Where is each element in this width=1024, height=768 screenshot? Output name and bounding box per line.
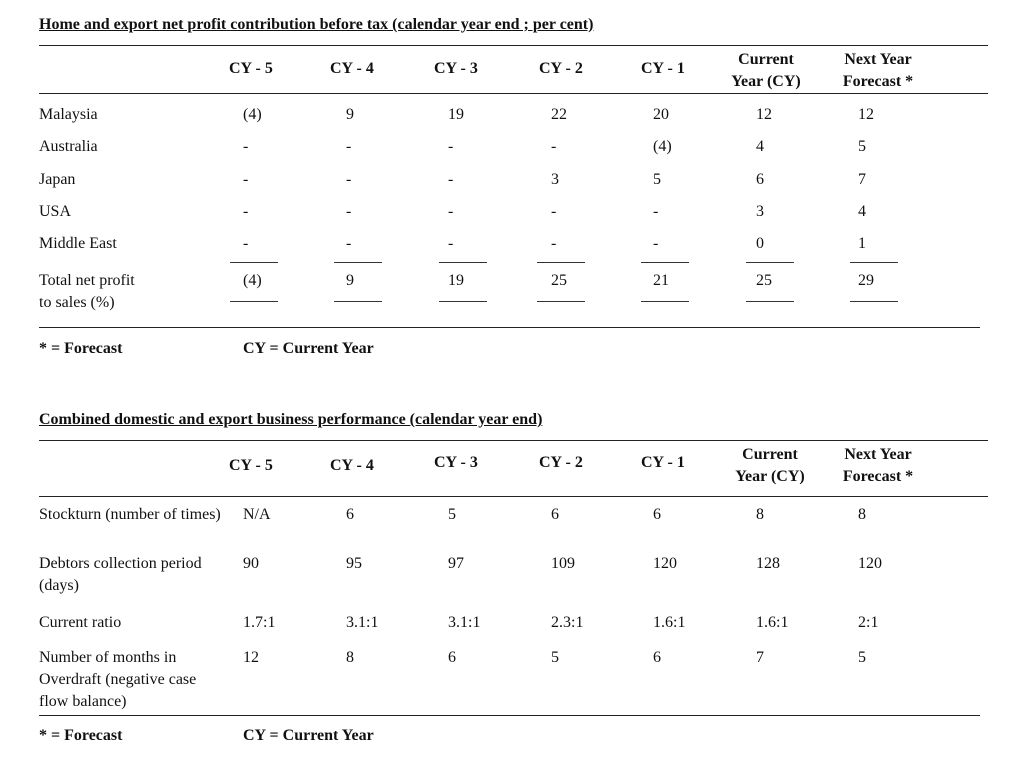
- table2-header-cy5: CY - 5: [229, 457, 273, 474]
- table2-cell: 8: [346, 649, 354, 666]
- table1-total-cell: 21: [653, 272, 669, 289]
- table2-cell: 8: [756, 506, 764, 523]
- table2-cell: 2:1: [858, 614, 879, 631]
- table1-cell: 12: [756, 106, 772, 123]
- table1-cell: -: [551, 203, 557, 220]
- table2-cell: 1.7:1: [243, 614, 276, 631]
- table1-total-cell: 25: [551, 272, 567, 289]
- table1-header-cy2: CY - 2: [539, 60, 583, 77]
- table1-cell: 3: [551, 171, 559, 188]
- table2-title: Combined domestic and export business performance (calendar year end): [39, 411, 543, 428]
- table2-header-cy2: CY - 2: [539, 454, 583, 471]
- sum-underline: [746, 262, 794, 263]
- table1-cell: -: [346, 138, 352, 155]
- table1-cell: 5: [858, 138, 866, 155]
- table1-cell: 1: [858, 235, 866, 252]
- table1-cell: (4): [243, 106, 262, 123]
- sum-underline: [641, 262, 689, 263]
- table2-cell: 6: [653, 506, 661, 523]
- total-underline: [439, 301, 487, 302]
- table2-cell: 120: [858, 555, 882, 572]
- table1-total-cell: 9: [346, 272, 354, 289]
- table1-cell: -: [243, 235, 249, 252]
- table2-cell: 1.6:1: [756, 614, 789, 631]
- table2-row-label: Current ratio: [39, 614, 122, 631]
- table2-cell: 97: [448, 555, 464, 572]
- table1-total-cell: 25: [756, 272, 772, 289]
- table2-cell: 128: [756, 555, 780, 572]
- table1-cell: 3: [756, 203, 764, 220]
- table1-total-cell: 29: [858, 272, 874, 289]
- table2-bottom-rule: [39, 715, 980, 716]
- table2-cell: 12: [243, 649, 259, 666]
- table2-header-next-year-forecast: Next Year Forecast *: [842, 446, 914, 485]
- table2-row-label: Stockturn (number of times): [39, 506, 221, 523]
- table2-cell: 6: [551, 506, 559, 523]
- table2-header-rule: [39, 496, 988, 497]
- table1-bottom-rule: [39, 327, 980, 328]
- table1-header-current-year: Current Year (CY): [731, 51, 801, 90]
- table1-cell: 9: [346, 106, 354, 123]
- table1-cell: (4): [653, 138, 672, 155]
- table2-header-cy4: CY - 4: [330, 457, 374, 474]
- table1-header-cy3: CY - 3: [434, 60, 478, 77]
- total-underline: [230, 301, 278, 302]
- sum-underline: [537, 262, 585, 263]
- sum-underline: [439, 262, 487, 263]
- table2-row-label: Debtors collection period (days): [39, 555, 202, 594]
- table1-total-label: Total net profit to sales (%): [39, 272, 135, 311]
- table2-cell: 109: [551, 555, 575, 572]
- table1-header-cy4: CY - 4: [330, 60, 374, 77]
- table2-cell: 6: [448, 649, 456, 666]
- table2-cell: 3.1:1: [448, 614, 481, 631]
- table2-cell: 2.3:1: [551, 614, 584, 631]
- table1-total-cell: (4): [243, 272, 262, 289]
- table2-cell: 8: [858, 506, 866, 523]
- table2-footnote-forecast: * = Forecast: [39, 727, 123, 744]
- table1-footnote-forecast: * = Forecast: [39, 340, 123, 357]
- table2-cell: 90: [243, 555, 259, 572]
- table2-cell: 1.6:1: [653, 614, 686, 631]
- total-underline: [641, 301, 689, 302]
- table1-cell: -: [551, 138, 557, 155]
- table1-cell: 4: [858, 203, 866, 220]
- table1-header-rule: [39, 93, 988, 94]
- table1-cell: 12: [858, 106, 874, 123]
- table1-cell: 22: [551, 106, 567, 123]
- table1-total-cell: 19: [448, 272, 464, 289]
- table1-cell: -: [448, 138, 454, 155]
- table1-header-next-year-forecast: Next Year Forecast *: [842, 51, 914, 90]
- table2-footnote-cy: CY = Current Year: [243, 727, 374, 744]
- table2-cell: 120: [653, 555, 677, 572]
- table2-cell: N/A: [243, 506, 271, 523]
- table1-row-label: Australia: [39, 138, 98, 155]
- table2-header-current-year: Current Year (CY): [735, 446, 805, 485]
- table1-row-label: Japan: [39, 171, 76, 188]
- table2-cell: 5: [858, 649, 866, 666]
- table1-cell: -: [653, 235, 659, 252]
- table1-cell: -: [243, 138, 249, 155]
- table2-cell: 6: [346, 506, 354, 523]
- table1-cell: -: [653, 203, 659, 220]
- table1-cell: -: [346, 235, 352, 252]
- table1-title: Home and export net profit contribution before tax (calendar year end ; per cent): [39, 16, 594, 33]
- table1-row-label: Malaysia: [39, 106, 98, 123]
- table2-cell: 5: [551, 649, 559, 666]
- sum-underline: [850, 262, 898, 263]
- table1-footnote-cy: CY = Current Year: [243, 340, 374, 357]
- table1-cell: -: [346, 203, 352, 220]
- table2-top-rule: [39, 440, 988, 441]
- sum-underline: [230, 262, 278, 263]
- table1-cell: 19: [448, 106, 464, 123]
- table1-row-label: USA: [39, 203, 72, 220]
- table1-cell: -: [448, 171, 454, 188]
- table1-cell: 6: [756, 171, 764, 188]
- total-underline: [746, 301, 794, 302]
- table2-cell: 6: [653, 649, 661, 666]
- table1-cell: 0: [756, 235, 764, 252]
- table1-cell: -: [551, 235, 557, 252]
- sum-underline: [334, 262, 382, 263]
- total-underline: [537, 301, 585, 302]
- table1-header-cy1: CY - 1: [641, 60, 685, 77]
- table2-cell: 95: [346, 555, 362, 572]
- table1-cell: 4: [756, 138, 764, 155]
- table2-cell: 5: [448, 506, 456, 523]
- table1-cell: -: [448, 235, 454, 252]
- table2-row-label: Number of months in Overdraft (negative case flow balance): [39, 649, 197, 710]
- table1-cell: -: [243, 171, 249, 188]
- table1-cell: 7: [858, 171, 866, 188]
- table1-top-rule: [39, 45, 988, 46]
- table1-cell: 20: [653, 106, 669, 123]
- table1-header-cy5: CY - 5: [229, 60, 273, 77]
- table2-cell: 3.1:1: [346, 614, 379, 631]
- table1-row-label: Middle East: [39, 235, 117, 252]
- table2-header-cy1: CY - 1: [641, 454, 685, 471]
- total-underline: [850, 301, 898, 302]
- table1-cell: -: [448, 203, 454, 220]
- table2-header-cy3: CY - 3: [434, 454, 478, 471]
- total-underline: [334, 301, 382, 302]
- table1-cell: 5: [653, 171, 661, 188]
- table1-cell: -: [346, 171, 352, 188]
- table1-cell: -: [243, 203, 249, 220]
- table2-cell: 7: [756, 649, 764, 666]
